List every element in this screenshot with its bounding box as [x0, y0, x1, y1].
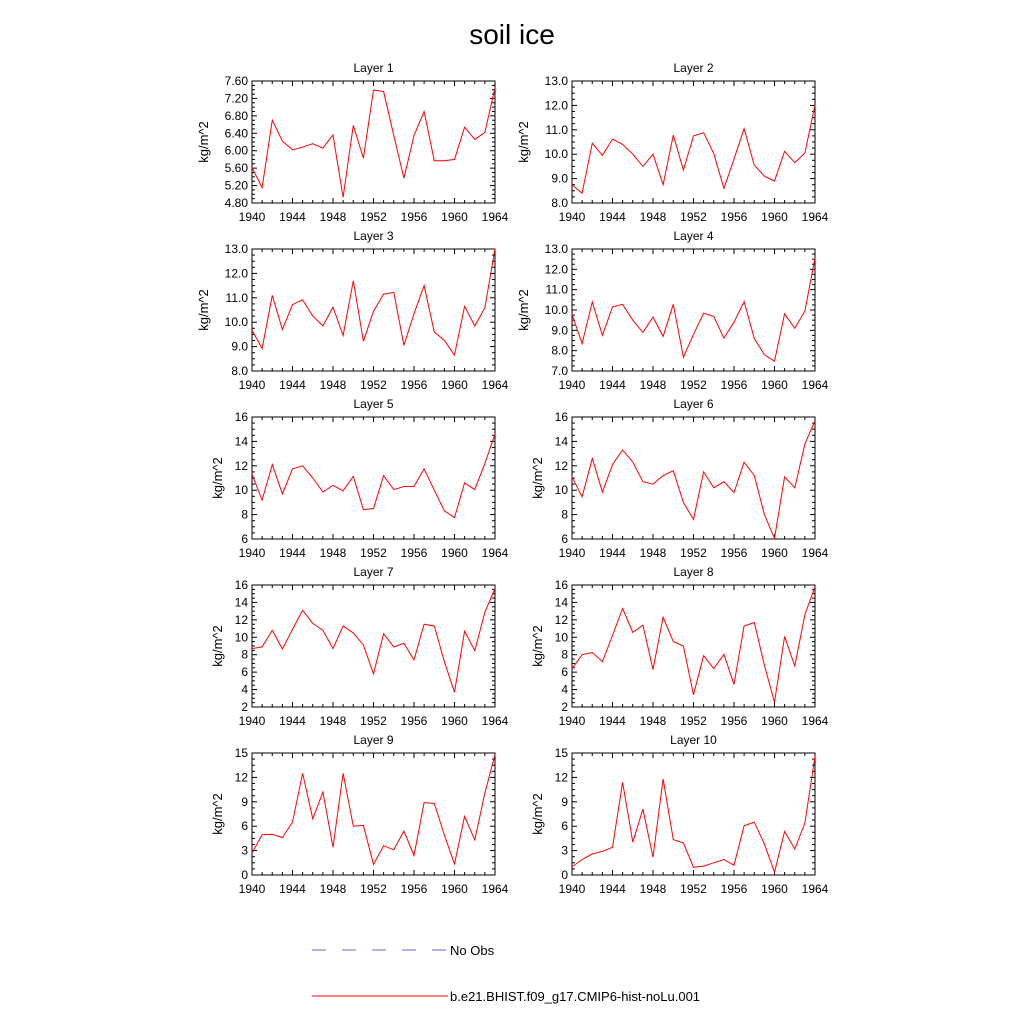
panel-layer-7: [210, 565, 509, 728]
plot-frame: [252, 249, 495, 371]
y-tick-label: 6.00: [224, 143, 248, 158]
panel-layer-8: [530, 565, 829, 728]
y-tick-label: 10.0: [544, 147, 568, 162]
y-tick-label: 10: [554, 630, 568, 645]
y-tick-label: 0: [241, 868, 248, 882]
x-tick-label: 1964: [801, 378, 829, 392]
y-tick-label: 10: [234, 630, 248, 645]
x-tick-label: 1964: [481, 546, 509, 560]
x-tick-label: 1948: [319, 546, 347, 560]
y-tick-label: 2: [241, 700, 248, 714]
y-tick-label: 10: [234, 483, 248, 498]
x-tick-label: 1948: [639, 546, 667, 560]
x-tick-label: 1956: [720, 546, 748, 560]
panel-title-layer-4: Layer 4: [673, 229, 714, 243]
y-tick-label: 4: [561, 682, 568, 697]
y-tick-label: 10.0: [544, 303, 568, 317]
legend-model-label: b.e21.BHIST.f09_g17.CMIP6-hist-noLu.001: [450, 989, 701, 1004]
x-tick-label: 1956: [400, 546, 428, 560]
x-tick-label: 1944: [599, 546, 626, 560]
y-tick-label: 16: [554, 410, 568, 424]
y-tick-label: 6: [241, 665, 248, 680]
x-tick-label: 1940: [238, 882, 266, 896]
series-line-layer-3: [252, 249, 495, 355]
x-tick-label: 1956: [400, 378, 428, 392]
y-tick-label: 10: [554, 483, 568, 498]
x-tick-label: 1964: [481, 882, 509, 896]
y-tick-label: 9.0: [551, 323, 568, 338]
series-line-layer-10: [572, 756, 815, 872]
x-tick-label: 1944: [279, 714, 306, 728]
panel-title-layer-5: Layer 5: [353, 397, 394, 411]
x-tick-label: 1964: [801, 210, 829, 224]
panel-layer-9: [210, 733, 509, 896]
y-tick-label: 8: [241, 507, 248, 522]
y-tick-label: 6.40: [224, 126, 248, 141]
y-tick-label: 13.0: [224, 242, 248, 256]
plot-frame: [252, 585, 495, 707]
x-tick-label: 1940: [238, 378, 266, 392]
y-tick-label: 16: [554, 578, 568, 592]
y-tick-label: 15: [234, 746, 248, 760]
x-tick-label: 1952: [680, 210, 707, 224]
x-tick-label: 1948: [319, 882, 347, 896]
x-tick-label: 1948: [639, 882, 667, 896]
panels-grid: [196, 61, 829, 896]
x-tick-label: 1964: [481, 378, 509, 392]
y-tick-label: 8: [561, 647, 568, 662]
x-tick-label: 1960: [761, 714, 788, 728]
x-tick-label: 1944: [599, 378, 626, 392]
x-tick-label: 1964: [801, 714, 829, 728]
y-tick-label: 6: [241, 532, 248, 546]
series-line-layer-6: [572, 421, 815, 539]
x-tick-label: 1940: [238, 546, 266, 560]
y-tick-label: 7.0: [551, 364, 568, 378]
x-tick-label: 1964: [481, 714, 509, 728]
y-axis-label: kg/m^2: [210, 625, 225, 667]
x-tick-label: 1944: [599, 714, 626, 728]
series-line-layer-8: [572, 587, 815, 703]
panel-layer-4: [516, 229, 829, 392]
x-tick-label: 1940: [558, 378, 586, 392]
y-tick-label: 12: [554, 458, 568, 473]
legend: [312, 943, 700, 1004]
x-tick-label: 1940: [558, 882, 586, 896]
y-tick-label: 8.0: [551, 343, 568, 358]
panel-layer-6: [530, 397, 829, 560]
y-tick-label: 12: [234, 458, 248, 473]
y-tick-label: 13.0: [544, 74, 568, 88]
plot-frame: [252, 753, 495, 875]
x-tick-label: 1952: [360, 378, 387, 392]
x-tick-label: 1948: [639, 210, 667, 224]
series-line-layer-4: [572, 258, 815, 361]
panel-title-layer-1: Layer 1: [353, 61, 394, 75]
y-tick-label: 3: [241, 843, 248, 858]
y-tick-label: 7.20: [224, 91, 248, 106]
y-tick-label: 14: [234, 434, 248, 449]
y-tick-label: 12: [234, 770, 248, 785]
x-tick-label: 1960: [761, 546, 788, 560]
y-tick-label: 11.0: [545, 282, 568, 297]
y-tick-label: 9: [241, 794, 248, 809]
x-tick-label: 1940: [238, 714, 266, 728]
y-tick-label: 12.0: [544, 98, 568, 113]
x-tick-label: 1956: [720, 714, 748, 728]
x-tick-label: 1956: [400, 714, 428, 728]
y-tick-label: 4: [241, 682, 248, 697]
y-tick-label: 6.80: [224, 108, 248, 123]
plot-frame: [572, 81, 815, 203]
y-tick-label: 12.0: [224, 266, 248, 281]
series-line-layer-9: [252, 755, 495, 865]
y-axis-label: kg/m^2: [530, 457, 545, 499]
series-line-layer-7: [252, 589, 495, 693]
y-tick-label: 15: [554, 746, 568, 760]
x-tick-label: 1960: [761, 378, 788, 392]
y-axis-label: kg/m^2: [196, 289, 211, 331]
x-tick-label: 1940: [558, 546, 586, 560]
y-tick-label: 16: [234, 578, 248, 592]
y-axis-label: kg/m^2: [530, 793, 545, 835]
y-tick-label: 14: [234, 595, 248, 610]
y-tick-label: 8.0: [231, 364, 248, 378]
x-tick-label: 1948: [639, 378, 667, 392]
x-tick-label: 1960: [441, 378, 468, 392]
panel-title-layer-9: Layer 9: [353, 733, 394, 747]
x-tick-label: 1940: [558, 714, 586, 728]
y-tick-label: 3: [561, 843, 568, 858]
panel-layer-5: [210, 397, 509, 560]
x-tick-label: 1952: [680, 378, 707, 392]
y-tick-label: 8: [561, 507, 568, 522]
y-tick-label: 10.0: [224, 315, 248, 330]
y-tick-label: 16: [234, 410, 248, 424]
x-tick-label: 1956: [720, 882, 748, 896]
x-tick-label: 1960: [761, 210, 788, 224]
x-tick-label: 1940: [558, 210, 586, 224]
x-tick-label: 1952: [680, 546, 707, 560]
y-tick-label: 6: [561, 532, 568, 546]
y-tick-label: 0: [561, 868, 568, 882]
x-tick-label: 1944: [279, 546, 306, 560]
plot-frame: [572, 417, 815, 539]
plot-frame: [252, 81, 495, 203]
figure-title: soil ice: [469, 19, 555, 50]
panel-layer-2: [516, 61, 829, 224]
y-tick-label: 7.60: [224, 74, 248, 88]
x-tick-label: 1956: [400, 210, 428, 224]
x-tick-label: 1952: [680, 714, 707, 728]
panel-title-layer-3: Layer 3: [353, 229, 394, 243]
series-line-layer-1: [252, 88, 495, 198]
x-tick-label: 1948: [319, 378, 347, 392]
y-tick-label: 9: [561, 794, 568, 809]
panel-layer-1: [196, 61, 509, 224]
y-tick-label: 12.0: [544, 262, 568, 277]
x-tick-label: 1960: [761, 882, 788, 896]
y-axis-label: kg/m^2: [210, 793, 225, 835]
y-tick-label: 12: [554, 770, 568, 785]
panel-title-layer-2: Layer 2: [673, 61, 714, 75]
x-tick-label: 1944: [599, 882, 626, 896]
y-tick-label: 13.0: [544, 242, 568, 256]
series-line-layer-2: [572, 105, 815, 193]
y-axis-label: kg/m^2: [196, 121, 211, 163]
x-tick-label: 1944: [279, 882, 306, 896]
y-axis-label: kg/m^2: [530, 625, 545, 667]
series-line-layer-5: [252, 434, 495, 517]
x-tick-label: 1948: [639, 714, 667, 728]
x-tick-label: 1952: [360, 546, 387, 560]
y-tick-label: 12: [554, 612, 568, 627]
x-tick-label: 1960: [441, 882, 468, 896]
x-tick-label: 1944: [279, 210, 306, 224]
x-tick-label: 1956: [400, 882, 428, 896]
x-tick-label: 1960: [441, 714, 468, 728]
panel-title-layer-8: Layer 8: [673, 565, 714, 579]
legend-no-obs-label: No Obs: [450, 943, 495, 958]
y-tick-label: 2: [561, 700, 568, 714]
y-tick-label: 6: [241, 819, 248, 834]
x-tick-label: 1956: [720, 378, 748, 392]
x-tick-label: 1964: [481, 210, 509, 224]
x-tick-label: 1960: [441, 210, 468, 224]
x-tick-label: 1964: [801, 882, 829, 896]
y-tick-label: 5.20: [224, 178, 248, 193]
y-tick-label: 4.80: [224, 196, 248, 210]
y-tick-label: 6: [561, 819, 568, 834]
y-tick-label: 9.0: [551, 171, 568, 186]
y-tick-label: 5.60: [224, 161, 248, 176]
y-tick-label: 11.0: [225, 290, 248, 305]
y-tick-label: 14: [554, 434, 568, 449]
y-tick-label: 8: [241, 647, 248, 662]
panel-title-layer-7: Layer 7: [353, 565, 394, 579]
y-tick-label: 14: [554, 595, 568, 610]
x-tick-label: 1948: [319, 714, 347, 728]
panel-title-layer-10: Layer 10: [670, 733, 717, 747]
x-tick-label: 1940: [238, 210, 266, 224]
y-axis-label: kg/m^2: [210, 457, 225, 499]
x-tick-label: 1952: [360, 210, 387, 224]
x-tick-label: 1960: [441, 546, 468, 560]
panel-layer-10: [530, 733, 829, 896]
x-tick-label: 1952: [680, 882, 707, 896]
y-tick-label: 6: [561, 665, 568, 680]
x-tick-label: 1964: [801, 546, 829, 560]
panel-layer-3: [196, 229, 509, 392]
y-tick-label: 11.0: [545, 122, 568, 137]
x-tick-label: 1952: [360, 882, 387, 896]
x-tick-label: 1956: [720, 210, 748, 224]
x-tick-label: 1952: [360, 714, 387, 728]
x-tick-label: 1944: [279, 378, 306, 392]
y-axis-label: kg/m^2: [516, 121, 531, 163]
plot-frame: [572, 249, 815, 371]
panel-title-layer-6: Layer 6: [673, 397, 714, 411]
y-tick-label: 9.0: [231, 339, 248, 354]
y-tick-label: 8.0: [551, 196, 568, 210]
y-tick-label: 12: [234, 612, 248, 627]
x-tick-label: 1944: [599, 210, 626, 224]
y-axis-label: kg/m^2: [516, 289, 531, 331]
x-tick-label: 1948: [319, 210, 347, 224]
